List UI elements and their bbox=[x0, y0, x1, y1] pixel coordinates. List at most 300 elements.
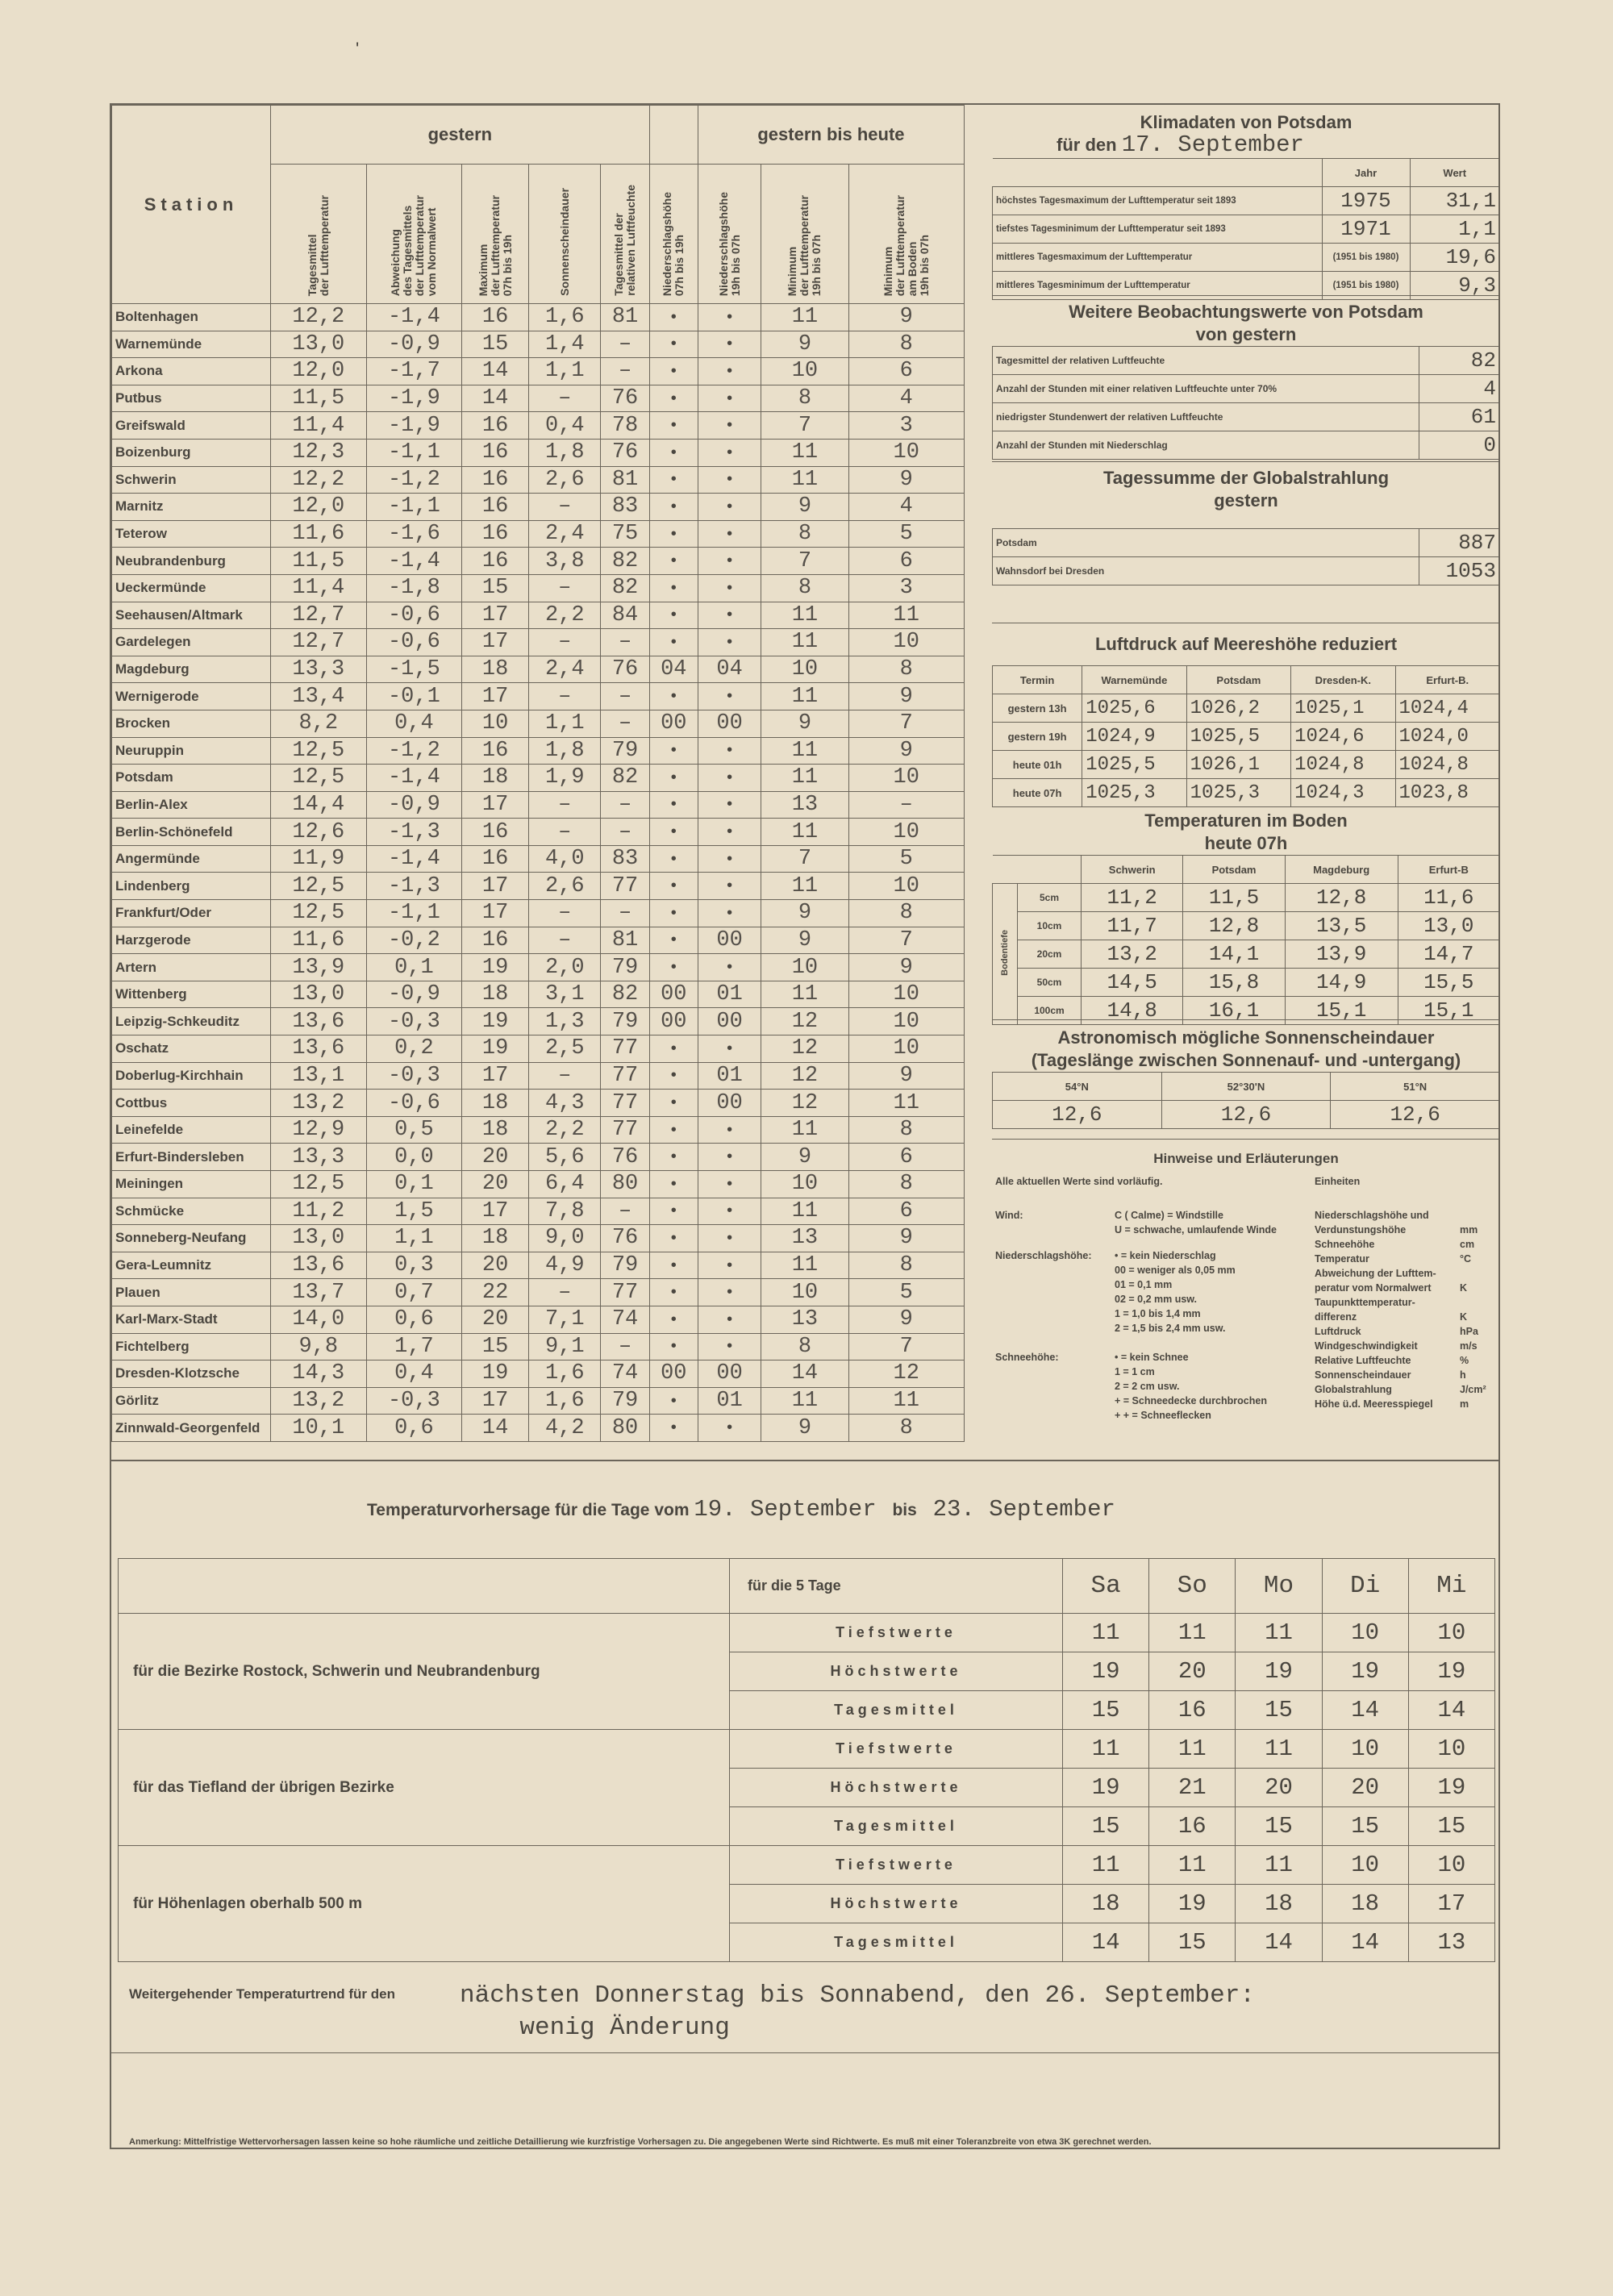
forecast-day: Mi bbox=[1408, 1559, 1494, 1614]
forecast-row bbox=[119, 1730, 1495, 1769]
forecast-row-label: Tagesmittel bbox=[730, 1807, 1063, 1846]
station-name: Artern bbox=[112, 954, 271, 981]
station-cell: 12,5 bbox=[271, 1171, 367, 1198]
boden-row bbox=[993, 940, 1500, 969]
section-divider bbox=[110, 1460, 1500, 1461]
klima-title: Klimadaten von Potsdam bbox=[1140, 112, 1353, 132]
luftdruck-termin: heute 07h bbox=[993, 779, 1082, 807]
station-cell: 10 bbox=[848, 981, 965, 1008]
station-cell: 3,1 bbox=[529, 981, 601, 1008]
station-cell: 16 bbox=[462, 412, 529, 440]
station-cell: 13,1 bbox=[271, 1062, 367, 1090]
station-cell: 1,4 bbox=[529, 331, 601, 358]
station-cell: 13,7 bbox=[271, 1279, 367, 1306]
station-cell: 84 bbox=[601, 602, 649, 629]
forecast-day: Di bbox=[1322, 1559, 1408, 1614]
station-cell: 13 bbox=[761, 1225, 848, 1252]
station-cell: 11 bbox=[761, 1116, 848, 1144]
station-cell: 16 bbox=[462, 548, 529, 575]
station-cell: – bbox=[601, 331, 649, 358]
unit-label: differenz bbox=[1315, 1311, 1357, 1323]
station-cell: 9 bbox=[848, 1225, 965, 1252]
station-cell: 12,2 bbox=[271, 304, 367, 331]
station-row bbox=[112, 656, 965, 683]
station-cell: 11 bbox=[761, 1387, 848, 1415]
unit-label: Temperatur bbox=[1315, 1253, 1369, 1265]
station-name: Lindenberg bbox=[112, 873, 271, 900]
forecast-value: 15 bbox=[1063, 1691, 1149, 1730]
station-cell: • bbox=[698, 629, 761, 656]
station-cell: -1,4 bbox=[366, 548, 462, 575]
station-row bbox=[112, 385, 965, 412]
forecast-value: 18 bbox=[1236, 1885, 1322, 1923]
station-cell: 16 bbox=[462, 304, 529, 331]
sonnen-panel bbox=[992, 1019, 1500, 1129]
column-header-label: Abweichung des Tagesmittels der Lufttemperatur vom Normalwert bbox=[389, 194, 439, 296]
station-cell: • bbox=[698, 574, 761, 602]
station-cell: -0,3 bbox=[366, 1008, 462, 1035]
klima-row bbox=[993, 187, 1500, 215]
hinweise-line: U = schwache, umlaufende Winde bbox=[1115, 1224, 1277, 1236]
station-cell: -1,4 bbox=[366, 845, 462, 873]
station-cell: 20 bbox=[462, 1306, 529, 1333]
station-name: Greifswald bbox=[112, 412, 271, 440]
station-cell: 00 bbox=[649, 1361, 698, 1388]
station-cell: 1,6 bbox=[529, 304, 601, 331]
sonnen-title: Astronomisch mögliche Sonnenscheindauer bbox=[1057, 1027, 1435, 1048]
boden-side-label bbox=[993, 884, 1018, 1025]
forecast-value: 11 bbox=[1063, 1614, 1149, 1652]
station-cell: 01 bbox=[698, 981, 761, 1008]
station-cell: • bbox=[698, 1171, 761, 1198]
weitere-label: Anzahl der Stunden mit Niederschlag bbox=[993, 431, 1419, 460]
station-cell: 4,0 bbox=[529, 845, 601, 873]
klima-col-jahr: Jahr bbox=[1322, 159, 1410, 187]
station-cell: 00 bbox=[698, 927, 761, 954]
station-cell: 8 bbox=[848, 1415, 965, 1442]
boden-value: 14,8 bbox=[1082, 997, 1183, 1025]
station-cell: 14,3 bbox=[271, 1361, 367, 1388]
boden-subtitle: heute 07h bbox=[1204, 833, 1288, 853]
station-cell: 80 bbox=[601, 1415, 649, 1442]
station-cell: 2,4 bbox=[529, 520, 601, 548]
station-name: Karl-Marx-Stadt bbox=[112, 1306, 271, 1333]
station-cell: 16 bbox=[462, 845, 529, 873]
station-cell: – bbox=[601, 629, 649, 656]
forecast-value: 19 bbox=[1322, 1652, 1408, 1691]
weitere-row bbox=[993, 403, 1500, 431]
station-cell: 18 bbox=[462, 656, 529, 683]
station-name: Görlitz bbox=[112, 1387, 271, 1415]
station-cell: 7 bbox=[848, 927, 965, 954]
station-cell: • bbox=[698, 791, 761, 819]
hinweise-nied-label: Niederschlagshöhe: bbox=[995, 1250, 1092, 1261]
klima-empty-head bbox=[993, 159, 1323, 187]
forecast-value: 14 bbox=[1322, 1691, 1408, 1730]
forecast-value: 10 bbox=[1322, 1730, 1408, 1769]
station-cell: – bbox=[529, 1279, 601, 1306]
forecast-value: 11 bbox=[1236, 1614, 1322, 1652]
station-cell: • bbox=[649, 900, 698, 927]
forecast-value: 19 bbox=[1149, 1885, 1236, 1923]
station-cell: – bbox=[601, 683, 649, 710]
station-cell: -1,1 bbox=[366, 494, 462, 521]
boden-depth: 50cm bbox=[1018, 969, 1082, 997]
station-cell: 11 bbox=[761, 1198, 848, 1225]
station-cell: -1,2 bbox=[366, 737, 462, 765]
station-cell: • bbox=[649, 819, 698, 846]
forecast-title-prefix: Temperaturvorhersage für die Tage vom bbox=[367, 1501, 690, 1519]
station-row bbox=[112, 819, 965, 846]
station-cell: 01 bbox=[698, 1062, 761, 1090]
station-cell: 17 bbox=[462, 629, 529, 656]
station-cell: 16 bbox=[462, 737, 529, 765]
station-cell: 19 bbox=[462, 1035, 529, 1063]
boden-value: 15,8 bbox=[1183, 969, 1285, 997]
station-cell: 13 bbox=[761, 791, 848, 819]
global-row bbox=[993, 557, 1500, 585]
forecast-row-label: Tiefstwerte bbox=[730, 1614, 1063, 1652]
station-cell: 76 bbox=[601, 1144, 649, 1171]
forecast-value: 14 bbox=[1236, 1923, 1322, 1962]
station-cell: 18 bbox=[462, 765, 529, 792]
station-cell: -1,4 bbox=[366, 765, 462, 792]
station-cell: – bbox=[529, 900, 601, 927]
forecast-value: 19 bbox=[1408, 1769, 1494, 1807]
station-cell: 79 bbox=[601, 1387, 649, 1415]
unit-label: Relative Luftfeuchte bbox=[1315, 1355, 1411, 1366]
station-cell: • bbox=[649, 358, 698, 385]
station-cell: -0,9 bbox=[366, 791, 462, 819]
station-cell: 82 bbox=[601, 574, 649, 602]
station-cell: • bbox=[649, 954, 698, 981]
column-header bbox=[529, 165, 601, 304]
station-row bbox=[112, 466, 965, 494]
station-cell: 3 bbox=[848, 574, 965, 602]
forecast-row bbox=[119, 1846, 1495, 1885]
station-name: Warnemünde bbox=[112, 331, 271, 358]
boden-row bbox=[993, 912, 1500, 940]
station-name: Leipzig-Schkeuditz bbox=[112, 1008, 271, 1035]
column-header bbox=[698, 165, 761, 304]
station-cell: 22 bbox=[462, 1279, 529, 1306]
station-cell: – bbox=[529, 819, 601, 846]
station-cell: 12,5 bbox=[271, 765, 367, 792]
station-cell: 9 bbox=[848, 737, 965, 765]
station-cell: 11 bbox=[761, 819, 848, 846]
luftdruck-header: Erfurt-B. bbox=[1395, 666, 1499, 694]
station-cell: 9,0 bbox=[529, 1225, 601, 1252]
station-cell: 10 bbox=[761, 954, 848, 981]
station-name: Oschatz bbox=[112, 1035, 271, 1063]
station-name: Plauen bbox=[112, 1279, 271, 1306]
global-value: 1053 bbox=[1419, 557, 1500, 585]
station-cell: • bbox=[649, 1387, 698, 1415]
station-cell: -1,4 bbox=[366, 304, 462, 331]
station-cell: • bbox=[649, 1090, 698, 1117]
header-gap bbox=[649, 106, 698, 165]
station-cell: 10 bbox=[848, 629, 965, 656]
boden-panel bbox=[992, 810, 1500, 1025]
station-cell: 14 bbox=[462, 385, 529, 412]
station-cell: • bbox=[698, 1306, 761, 1333]
forecast-bis: bis bbox=[892, 1501, 917, 1519]
station-row bbox=[112, 1090, 965, 1117]
luftdruck-value: 1026,2 bbox=[1186, 694, 1290, 723]
station-name: Angermünde bbox=[112, 845, 271, 873]
hinweise-schnee-label: Schneehöhe: bbox=[995, 1352, 1059, 1363]
station-cell: 00 bbox=[698, 1361, 761, 1388]
station-row bbox=[112, 1333, 965, 1361]
column-header bbox=[271, 165, 367, 304]
station-cell: • bbox=[649, 466, 698, 494]
column-header bbox=[761, 165, 848, 304]
column-header-label: Maximum der Lufttemperatur 07h bis 19h bbox=[476, 194, 514, 296]
station-cell: • bbox=[698, 765, 761, 792]
forecast-value: 10 bbox=[1408, 1614, 1494, 1652]
station-cell: • bbox=[649, 1415, 698, 1442]
weitere-row bbox=[993, 431, 1500, 460]
station-cell: 11,9 bbox=[271, 845, 367, 873]
station-cell: 83 bbox=[601, 845, 649, 873]
global-label: Wahnsdorf bei Dresden bbox=[993, 557, 1419, 585]
hinweise-line: 01 = 0,1 mm bbox=[1115, 1279, 1173, 1290]
station-cell: 12,7 bbox=[271, 602, 367, 629]
klima-year: 1971 bbox=[1322, 215, 1410, 244]
station-cell: 11,5 bbox=[271, 548, 367, 575]
station-cell: 10 bbox=[848, 873, 965, 900]
trend-text: nächsten Donnerstag bis Sonnabend, den 26. September: wenig Änderung bbox=[460, 1981, 1255, 2042]
boden-value: 14,5 bbox=[1082, 969, 1183, 997]
hinweise-line: C ( Calme) = Windstille bbox=[1115, 1210, 1223, 1221]
forecast-region: für die Bezirke Rostock, Schwerin und Neubrandenburg bbox=[119, 1614, 730, 1730]
station-cell: 10,1 bbox=[271, 1415, 367, 1442]
luftdruck-termin: gestern 19h bbox=[993, 723, 1082, 751]
station-cell: 7 bbox=[848, 710, 965, 737]
boden-depth: 5cm bbox=[1018, 884, 1082, 912]
station-cell: 00 bbox=[649, 710, 698, 737]
station-cell: 81 bbox=[601, 927, 649, 954]
station-cell: 0,4 bbox=[529, 412, 601, 440]
luftdruck-value: 1024,4 bbox=[1395, 694, 1499, 723]
station-cell: • bbox=[698, 466, 761, 494]
station-cell: • bbox=[649, 1279, 698, 1306]
station-row bbox=[112, 1116, 965, 1144]
station-cell: 11 bbox=[761, 1252, 848, 1279]
station-name: Marnitz bbox=[112, 494, 271, 521]
station-cell: 17 bbox=[462, 873, 529, 900]
station-cell: -0,3 bbox=[366, 1387, 462, 1415]
station-row bbox=[112, 1225, 965, 1252]
sonnen-table bbox=[992, 1072, 1500, 1129]
station-cell: 15 bbox=[462, 1333, 529, 1361]
station-cell: 9,8 bbox=[271, 1333, 367, 1361]
station-row bbox=[112, 1171, 965, 1198]
forecast-value: 14 bbox=[1063, 1923, 1149, 1962]
klima-subtitle bbox=[992, 131, 1500, 158]
station-cell: 8 bbox=[848, 331, 965, 358]
column-header-label: Niederschlagshöhe 07h bis 19h bbox=[661, 191, 686, 296]
station-cell: 16 bbox=[462, 494, 529, 521]
station-cell: 17 bbox=[462, 1198, 529, 1225]
station-row bbox=[112, 954, 965, 981]
unit-value: °C bbox=[1460, 1253, 1472, 1265]
station-cell: 0,7 bbox=[366, 1279, 462, 1306]
station-row bbox=[112, 791, 965, 819]
station-cell: 0,1 bbox=[366, 1171, 462, 1198]
station-name: Schmücke bbox=[112, 1198, 271, 1225]
station-cell: 1,5 bbox=[366, 1198, 462, 1225]
boden-depth: 10cm bbox=[1018, 912, 1082, 940]
global-panel bbox=[992, 461, 1500, 585]
klima-label: mittleres Tagesminimum der Lufttemperatur bbox=[993, 272, 1323, 300]
forecast-value: 15 bbox=[1236, 1807, 1322, 1846]
forecast-day: Sa bbox=[1063, 1559, 1149, 1614]
station-row bbox=[112, 574, 965, 602]
station-row bbox=[112, 548, 965, 575]
station-cell: 11 bbox=[761, 737, 848, 765]
boden-value: 11,2 bbox=[1082, 884, 1183, 912]
unit-value: K bbox=[1460, 1282, 1468, 1294]
forecast-value: 11 bbox=[1063, 1846, 1149, 1885]
unit-label: Verdunstungshöhe bbox=[1315, 1224, 1407, 1236]
station-cell: 1,6 bbox=[529, 1387, 601, 1415]
station-cell: 11,6 bbox=[271, 520, 367, 548]
station-cell: 17 bbox=[462, 791, 529, 819]
station-cell: -0,6 bbox=[366, 602, 462, 629]
klima-value: 19,6 bbox=[1410, 244, 1500, 272]
forecast-row-label: Tagesmittel bbox=[730, 1691, 1063, 1730]
station-cell: 76 bbox=[601, 656, 649, 683]
station-cell: -1,1 bbox=[366, 900, 462, 927]
forecast-day: So bbox=[1149, 1559, 1236, 1614]
station-cell: 4,3 bbox=[529, 1090, 601, 1117]
station-cell: 8 bbox=[848, 656, 965, 683]
station-cell: 9 bbox=[761, 1415, 848, 1442]
station-cell: • bbox=[698, 954, 761, 981]
weitere-value: 61 bbox=[1419, 403, 1500, 431]
luftdruck-row bbox=[993, 694, 1500, 723]
column-header bbox=[848, 165, 965, 304]
station-cell: 12,6 bbox=[271, 819, 367, 846]
station-cell: 13,0 bbox=[271, 1225, 367, 1252]
station-cell: 10 bbox=[761, 1279, 848, 1306]
station-cell: 19 bbox=[462, 1361, 529, 1388]
station-cell: • bbox=[649, 412, 698, 440]
station-cell: 6 bbox=[848, 1144, 965, 1171]
station-cell: 5,6 bbox=[529, 1144, 601, 1171]
station-cell: 77 bbox=[601, 873, 649, 900]
boden-table bbox=[992, 855, 1500, 1025]
unit-label: Höhe ü.d. Meeresspiegel bbox=[1315, 1398, 1433, 1410]
weitere-value: 82 bbox=[1419, 347, 1500, 375]
luftdruck-value: 1023,8 bbox=[1395, 779, 1499, 807]
station-cell: 6 bbox=[848, 548, 965, 575]
station-cell: 6 bbox=[848, 1198, 965, 1225]
forecast-region: für Höhenlagen oberhalb 500 m bbox=[119, 1846, 730, 1962]
station-cell: 10 bbox=[761, 656, 848, 683]
station-cell: -0,9 bbox=[366, 331, 462, 358]
station-cell: • bbox=[649, 1252, 698, 1279]
station-cell: • bbox=[698, 819, 761, 846]
forecast-value: 11 bbox=[1149, 1730, 1236, 1769]
unit-label: Windgeschwindigkeit bbox=[1315, 1340, 1418, 1352]
forecast-value: 15 bbox=[1322, 1807, 1408, 1846]
station-cell: • bbox=[649, 494, 698, 521]
station-cell: • bbox=[649, 845, 698, 873]
station-row bbox=[112, 1415, 965, 1442]
forecast-value: 20 bbox=[1322, 1769, 1408, 1807]
klima-table bbox=[992, 158, 1500, 300]
luftdruck-value: 1024,6 bbox=[1291, 723, 1395, 751]
station-row bbox=[112, 1306, 965, 1333]
station-name: Berlin-Alex bbox=[112, 791, 271, 819]
station-name: Zinnwald-Georgenfeld bbox=[112, 1415, 271, 1442]
luftdruck-row bbox=[993, 723, 1500, 751]
column-header-label: Tagesmittel der relativen Luftfeuchte bbox=[612, 185, 638, 296]
station-cell: 8 bbox=[848, 1252, 965, 1279]
station-name: Boizenburg bbox=[112, 439, 271, 466]
boden-value: 11,7 bbox=[1082, 912, 1183, 940]
column-header bbox=[462, 165, 529, 304]
column-header-label: Niederschlagshöhe 19h bis 07h bbox=[716, 191, 742, 296]
luftdruck-header: Potsdam bbox=[1186, 666, 1290, 694]
station-cell: 04 bbox=[649, 656, 698, 683]
station-cell: 18 bbox=[462, 1116, 529, 1144]
station-cell: 10 bbox=[848, 1008, 965, 1035]
unit-value: % bbox=[1460, 1355, 1469, 1366]
station-row bbox=[112, 304, 965, 331]
station-name: Berlin-Schönefeld bbox=[112, 819, 271, 846]
station-cell: 9 bbox=[761, 900, 848, 927]
station-cell: 12,7 bbox=[271, 629, 367, 656]
station-row bbox=[112, 1252, 965, 1279]
station-cell: – bbox=[529, 385, 601, 412]
station-cell: 9 bbox=[761, 710, 848, 737]
station-cell: 82 bbox=[601, 765, 649, 792]
klima-date: 17. September bbox=[1121, 131, 1304, 158]
station-cell: 11 bbox=[761, 439, 848, 466]
station-row bbox=[112, 683, 965, 710]
station-cell: • bbox=[649, 791, 698, 819]
boden-header: Potsdam bbox=[1183, 856, 1285, 884]
station-cell: • bbox=[649, 629, 698, 656]
station-row bbox=[112, 1279, 965, 1306]
forecast-value: 17 bbox=[1408, 1885, 1494, 1923]
luftdruck-header: Warnemünde bbox=[1082, 666, 1186, 694]
station-cell: • bbox=[649, 1306, 698, 1333]
station-name: Dresden-Klotzsche bbox=[112, 1361, 271, 1388]
station-cell: 7 bbox=[761, 412, 848, 440]
luftdruck-header: Termin bbox=[993, 666, 1082, 694]
station-cell: • bbox=[698, 520, 761, 548]
station-cell: 7 bbox=[761, 548, 848, 575]
station-cell: 1,8 bbox=[529, 439, 601, 466]
column-header bbox=[649, 165, 698, 304]
luftdruck-value: 1025,5 bbox=[1186, 723, 1290, 751]
station-row bbox=[112, 1144, 965, 1171]
klima-value: 1,1 bbox=[1410, 215, 1500, 244]
station-cell: 81 bbox=[601, 466, 649, 494]
station-cell: • bbox=[698, 494, 761, 521]
station-cell: • bbox=[649, 1062, 698, 1090]
unit-label: Niederschlagshöhe und bbox=[1315, 1210, 1429, 1221]
klima-year: (1951 bis 1980) bbox=[1322, 244, 1410, 272]
station-name: Sonneberg-Neufang bbox=[112, 1225, 271, 1252]
forecast-value: 10 bbox=[1408, 1846, 1494, 1885]
station-cell: 4 bbox=[848, 385, 965, 412]
klima-value: 9,3 bbox=[1410, 272, 1500, 300]
